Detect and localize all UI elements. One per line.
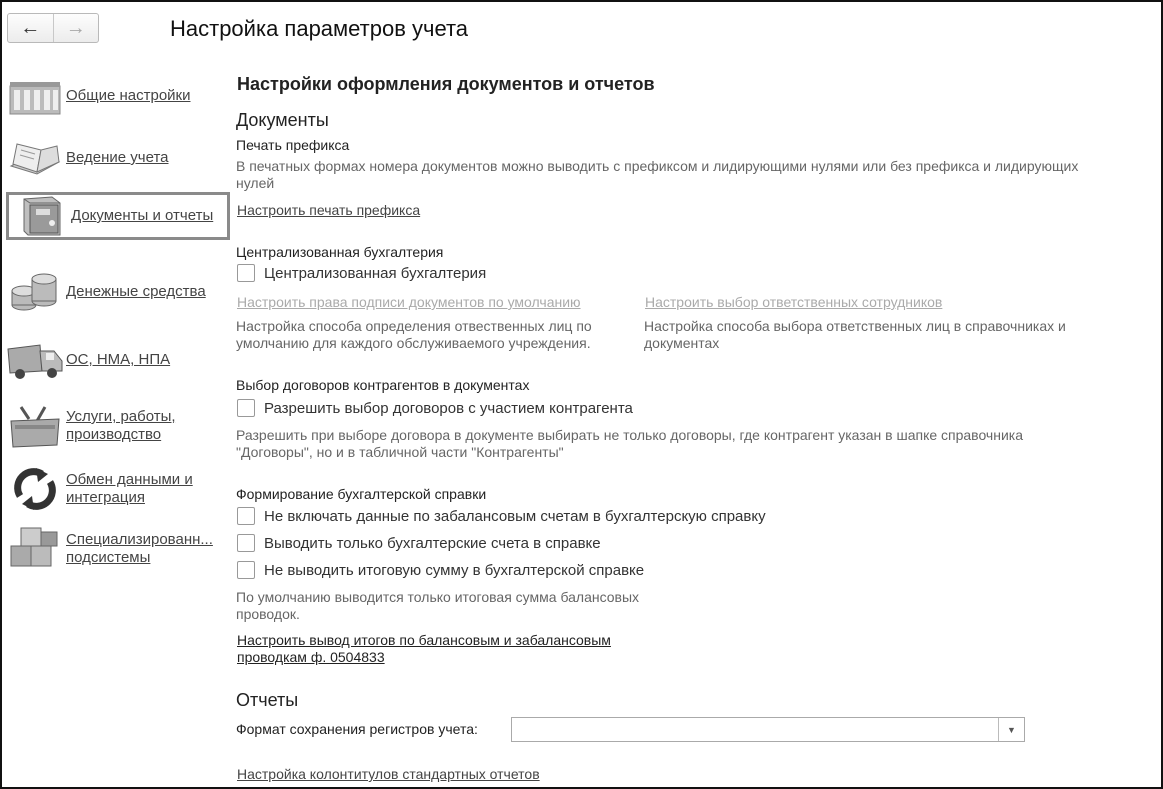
- sidebar-item-subsystems[interactable]: [4, 525, 229, 573]
- binder-icon: [9, 192, 71, 240]
- sidebar-item-label-block: [66, 408, 176, 444]
- documents-heading: Документы: [236, 110, 329, 130]
- responsible-staff-link[interactable]: Настроить выбор ответственных сотрудников: [645, 294, 943, 310]
- signature-rights-link[interactable]: Настроить права подписи документов по умолчанию: [237, 294, 581, 310]
- sidebar-item-label: Документы и отчеты: [71, 207, 214, 224]
- reference-row-2: [237, 534, 601, 552]
- reference-note: По умолчанию выводится только итоговая сумма балансовых проводок.: [236, 589, 640, 622]
- sidebar-item-services[interactable]: [4, 402, 229, 450]
- sidebar-item-label: Услуги, работы,: [66, 408, 176, 425]
- reference-row-1: [237, 507, 766, 525]
- forward-button[interactable]: →: [53, 14, 99, 42]
- coins-icon: [4, 268, 66, 316]
- history-nav: [7, 13, 99, 43]
- checkbox-label: Централизованная бухгалтерия: [264, 264, 487, 282]
- sidebar-item-assets[interactable]: [4, 336, 229, 384]
- central-accounting-row: [237, 264, 486, 282]
- no-total-checkbox[interactable]: [237, 561, 255, 579]
- sidebar-item-label: подсистемы: [66, 549, 151, 566]
- checkbox-label: Не включать данные по забалансовым счетам в бухгалтерскую справку: [264, 507, 766, 525]
- sidebar-item-label: Специализированн...: [66, 531, 213, 548]
- chevron-down-icon[interactable]: ▼: [998, 718, 1024, 741]
- blocks-icon: [4, 525, 66, 573]
- truck-icon: [4, 336, 66, 384]
- sidebar-item-documents[interactable]: [6, 192, 230, 240]
- contracts-row: [237, 399, 633, 417]
- signature-rights-note: Настройка способа определения отвественных лиц по умолчанию для каждого обслуживаемого учреждения.: [236, 318, 592, 351]
- reference-title: Формирование бухгалтерской справки: [236, 486, 487, 502]
- only-accounts-checkbox[interactable]: [237, 534, 255, 552]
- sync-icon: [4, 465, 66, 513]
- prefix-note: В печатных формах номера документов можно выводить с префиксом и лидирующими нулями или без префикса и лидирующих нулей: [236, 158, 1079, 191]
- sidebar-item-label: Ведение учета: [66, 149, 169, 166]
- sidebar-item-label-block: [66, 531, 213, 567]
- header-footer-settings-link[interactable]: Настройка колонтитулов стандартных отчетов: [237, 766, 540, 782]
- toolbox-icon: [4, 402, 66, 450]
- checkbox-label: Разрешить выбор договоров с участием контрагента: [264, 399, 633, 417]
- back-button[interactable]: ←: [20, 16, 41, 39]
- totals-settings-link[interactable]: Настроить вывод итогов по балансовым и забалансовым проводкам ф. 0504833: [237, 632, 611, 665]
- checkbox-label: Не выводить итоговую сумму в бухгалтерской справке: [264, 561, 645, 579]
- sidebar-item-exchange[interactable]: [4, 465, 229, 513]
- central-accounting-checkbox[interactable]: [237, 264, 255, 282]
- allow-contracts-checkbox[interactable]: [237, 399, 255, 417]
- sidebar-item-label: Обмен данными и: [66, 471, 193, 488]
- page-title: Настройка параметров учета: [170, 16, 469, 41]
- prefix-settings-link[interactable]: Настроить печать префикса: [237, 202, 421, 218]
- contracts-title: Выбор договоров контрагентов в документах: [236, 377, 530, 393]
- sidebar-item-general[interactable]: [4, 72, 229, 120]
- sidebar-item-label: ОС, НМА, НПА: [66, 351, 171, 368]
- central-accounting-title: Централизованная бухгалтерия: [236, 244, 444, 260]
- sidebar-item-label: Денежные средства: [66, 283, 206, 300]
- contracts-note: Разрешить при выборе договора в документе выбирать не только договоры, где контрагент указан в шапке справочника "Договоры", но и в табличной части "Контрагенты": [236, 427, 1024, 460]
- sidebar-item-label: интеграция: [66, 489, 145, 506]
- sidebar-item-label-block: [66, 471, 193, 507]
- checkbox-label: Выводить только бухгалтерские счета в справке: [264, 534, 601, 552]
- format-select[interactable]: [511, 717, 1025, 742]
- prefix-title: Печать префикса: [236, 137, 350, 153]
- sidebar-item-cash[interactable]: [4, 268, 229, 316]
- ledger-icon: [4, 134, 66, 182]
- format-label: Формат сохранения регистров учета:: [236, 721, 478, 737]
- sidebar-item-label: производство: [66, 426, 162, 443]
- section-heading: Настройки оформления документов и отчетов: [237, 74, 655, 94]
- reports-heading: Отчеты: [236, 690, 299, 710]
- building-icon: [4, 72, 66, 120]
- exclude-offbalance-checkbox[interactable]: [237, 507, 255, 525]
- sidebar-item-label: Общие настройки: [66, 87, 191, 104]
- sidebar-item-accounting[interactable]: [4, 134, 229, 182]
- reference-row-3: [237, 561, 644, 579]
- responsible-staff-note: Настройка способа выбора ответственных лиц в справочниках и документах: [644, 318, 1066, 351]
